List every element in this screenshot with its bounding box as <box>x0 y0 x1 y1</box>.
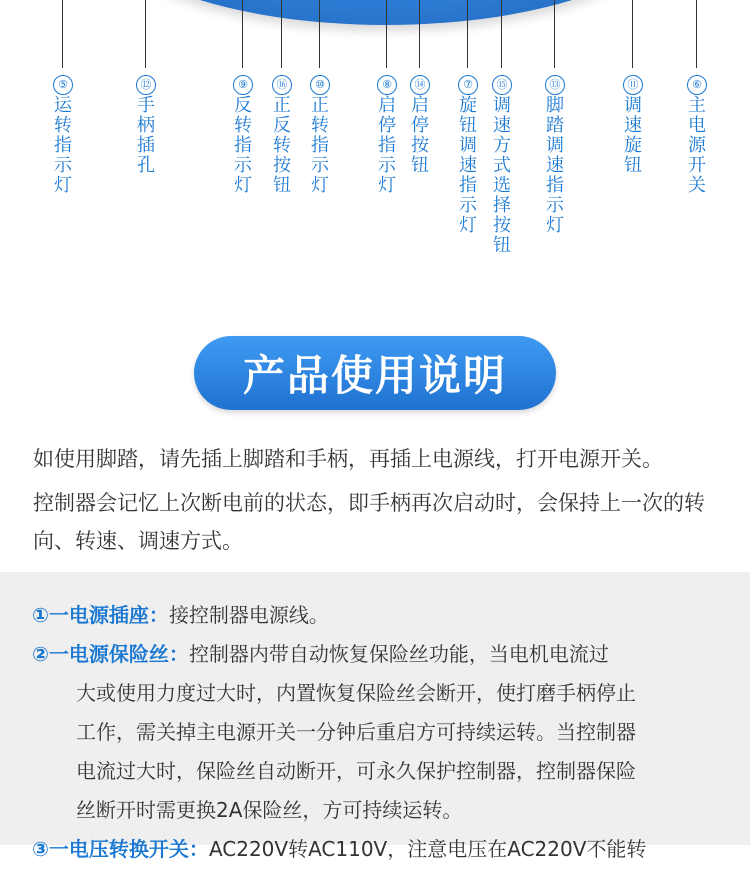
callout-label: 主电源开关 <box>688 95 706 196</box>
item-heading: ①一电源插座： <box>32 603 169 627</box>
callout-number: ⑤ <box>53 75 73 95</box>
item-voltage-switch <box>32 830 722 869</box>
callout-label: 脚踏调速指示灯 <box>546 95 564 236</box>
item-power-socket <box>32 596 722 635</box>
callout-label: 正反转按钮 <box>273 95 291 196</box>
callout-line <box>419 0 420 68</box>
item-heading: ②一电源保险丝： <box>32 642 189 666</box>
callout-line <box>501 0 502 68</box>
callout-line <box>386 0 387 68</box>
callout-line <box>467 0 468 68</box>
item-text-line: 大或使用力度过大时，内置恢复保险丝会断开，使打磨手柄停止 <box>76 681 636 705</box>
section-title-banner <box>194 336 556 410</box>
callout-number: ⑮ <box>492 75 512 95</box>
callout-label: 调速方式选择按钮 <box>493 95 511 256</box>
callout-number: ⑥ <box>687 75 707 95</box>
callout-label: 正转指示灯 <box>311 95 329 196</box>
callout-label: 反转指示灯 <box>234 95 252 196</box>
callout-line <box>696 0 697 68</box>
callout-number: ⑯ <box>272 75 292 95</box>
callout-number: ⑫ <box>136 75 156 95</box>
callout-number: ⑪ <box>623 75 643 95</box>
callout-label: 调速旋钮 <box>624 95 642 176</box>
callout-number: ⑩ <box>310 75 330 95</box>
callout-number: ⑬ <box>545 75 565 95</box>
callout-line <box>632 0 633 68</box>
callout-number: ⑨ <box>233 75 253 95</box>
callout-number: ⑦ <box>458 75 478 95</box>
callout-label: 旋钮调速指示灯 <box>459 95 477 236</box>
callout-label: 运转指示灯 <box>54 95 72 196</box>
item-text: AC220V转AC110V，注意电压在AC220V不能转 <box>208 837 647 861</box>
intro-paragraph-2: 控制器会记忆上次断电前的状态，即手柄再次启动时，会保持上一次的转向、转速、调速方式。 <box>33 491 705 553</box>
callout-line <box>242 0 243 68</box>
callout-line <box>62 0 63 68</box>
callout-line <box>281 0 282 68</box>
callout-label: 启停指示灯 <box>378 95 396 196</box>
intro-text <box>33 440 723 566</box>
item-text-line: 工作，需关掉主电源开关一分钟后重启方可持续运转。当控制器 <box>76 720 636 744</box>
intro-paragraph-1: 如使用脚踏，请先插上脚踏和手柄，再插上电源线，打开电源开关。 <box>33 447 663 471</box>
callout-label: 手柄插孔 <box>137 95 155 176</box>
callout-line <box>554 0 555 68</box>
item-text: 接控制器电源线。 <box>168 603 329 627</box>
callout-line <box>319 0 320 68</box>
item-text-line: 电流过大时，保险丝自动断开，可永久保护控制器，控制器保险 <box>76 759 636 783</box>
callout-number: ⑧ <box>377 75 397 95</box>
item-text-line: 丝断开时需更换2A保险丝，方可持续运转。 <box>76 798 463 822</box>
item-text: 控制器内带自动恢复保险丝功能，当电机电流过 <box>188 642 609 666</box>
callout-labels <box>0 0 750 270</box>
callout-number: ⑭ <box>410 75 430 95</box>
item-power-fuse <box>32 635 722 830</box>
section-title: 产品使用说明 <box>242 351 507 400</box>
callout-line <box>145 0 146 68</box>
item-heading: ③一电压转换开关： <box>32 837 209 861</box>
callout-label: 启停按钮 <box>411 95 429 176</box>
